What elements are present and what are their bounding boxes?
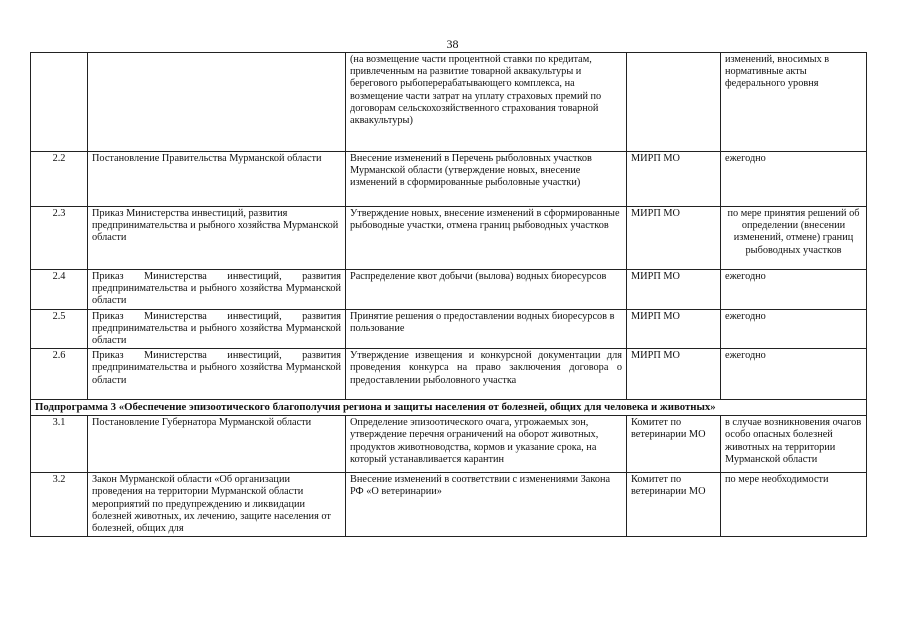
description-cell: Утверждение новых, внесение изменений в сформированные рыбоводные участки, отмена границ рыбоводных участков xyxy=(346,207,627,270)
table-row xyxy=(31,349,867,400)
responsible-cell: МИРП МО xyxy=(627,349,721,400)
row-number: 2.3 xyxy=(31,207,88,270)
row-number xyxy=(31,53,88,152)
term-cell: по мере принятия решений об определении (внесении изменений, отмене) границ рыбоводных участков xyxy=(721,207,867,270)
document-cell: Закон Мурманской области «Об организации проведения на территории Мурманской области мероприятий по предупреждению и ликвидации болезней животных, их лечению, защите населения от болезней, общих для xyxy=(88,473,346,537)
term-cell: в случае возникновения очагов особо опасных болезней животных на территории Мурманской области xyxy=(721,416,867,473)
document-cell: Приказ Министерства инвестиций, развития предпринимательства и рыбного хозяйства Мурманской области xyxy=(88,207,346,270)
document-cell: Приказ Министерства инвестиций, развития предпринимательства и рыбного хозяйства Мурманской области xyxy=(88,349,346,400)
responsible-cell: МИРП МО xyxy=(627,309,721,349)
document-cell: Постановление Губернатора Мурманской области xyxy=(88,416,346,473)
description-cell: (на возмещение части процентной ставки по кредитам, привлеченным на развитие товарной аквакультуры и берегового рыбоперерабатывающего комплекса, на возмещение части затрат на уплату страховых премий по договорам сельскохозяйственного страхования товарной аквакультуры) xyxy=(346,53,627,152)
term-cell: ежегодно xyxy=(721,270,867,310)
table-row xyxy=(31,416,867,473)
responsible-cell: Комитет по ветеринарии МО xyxy=(627,416,721,473)
document-cell: Постановление Правительства Мурманской области xyxy=(88,152,346,207)
table-row xyxy=(31,207,867,270)
measures-table xyxy=(30,52,867,537)
table-row xyxy=(31,53,867,152)
document-cell xyxy=(88,53,346,152)
description-cell: Внесение изменений в Перечень рыболовных участков Мурманской области (утверждение новых, внесение изменений в сформированные рыболовные участки) xyxy=(346,152,627,207)
table-row xyxy=(31,270,867,310)
responsible-cell: МИРП МО xyxy=(627,207,721,270)
subprogram-row xyxy=(31,400,867,416)
subprogram-heading: Подпрограмма 3 «Обеспечение эпизоотического благополучия региона и защиты населения от болезней, общих для человека и животных» xyxy=(31,400,867,416)
table-row xyxy=(31,152,867,207)
row-number: 3.1 xyxy=(31,416,88,473)
document-cell: Приказ Министерства инвестиций, развития предпринимательства и рыбного хозяйства Мурманской области xyxy=(88,270,346,310)
responsible-cell xyxy=(627,53,721,152)
description-cell: Распределение квот добычи (вылова) водных биоресурсов xyxy=(346,270,627,310)
description-cell: Принятие решения о предоставлении водных биоресурсов в пользование xyxy=(346,309,627,349)
term-cell: ежегодно xyxy=(721,349,867,400)
term-cell: по мере необходимости xyxy=(721,473,867,537)
page-number: 38 xyxy=(446,37,459,51)
term-cell: ежегодно xyxy=(721,152,867,207)
row-number: 2.2 xyxy=(31,152,88,207)
document-cell: Приказ Министерства инвестиций, развития предпринимательства и рыбного хозяйства Мурманской области xyxy=(88,309,346,349)
description-cell: Определение эпизоотического очага, угрожаемых зон, утверждение перечня ограничений на оборот животных, продуктов животноводства, кормов и указание срока, на который устанавливается карантин xyxy=(346,416,627,473)
description-cell: Внесение изменений в соответствии с изменениями Закона РФ «О ветеринарии» xyxy=(346,473,627,537)
term-cell: изменений, вносимых в нормативные акты федерального уровня xyxy=(721,53,867,152)
term-cell: ежегодно xyxy=(721,309,867,349)
row-number: 2.5 xyxy=(31,309,88,349)
responsible-cell: МИРП МО xyxy=(627,152,721,207)
table-row xyxy=(31,473,867,537)
row-number: 2.6 xyxy=(31,349,88,400)
responsible-cell: Комитет по ветеринарии МО xyxy=(627,473,721,537)
table-row xyxy=(31,309,867,349)
row-number: 3.2 xyxy=(31,473,88,537)
responsible-cell: МИРП МО xyxy=(627,270,721,310)
description-cell: Утверждение извещения и конкурсной документации для проведения конкурса на право заключения договора о предоставлении рыболовного участка xyxy=(346,349,627,400)
row-number: 2.4 xyxy=(31,270,88,310)
